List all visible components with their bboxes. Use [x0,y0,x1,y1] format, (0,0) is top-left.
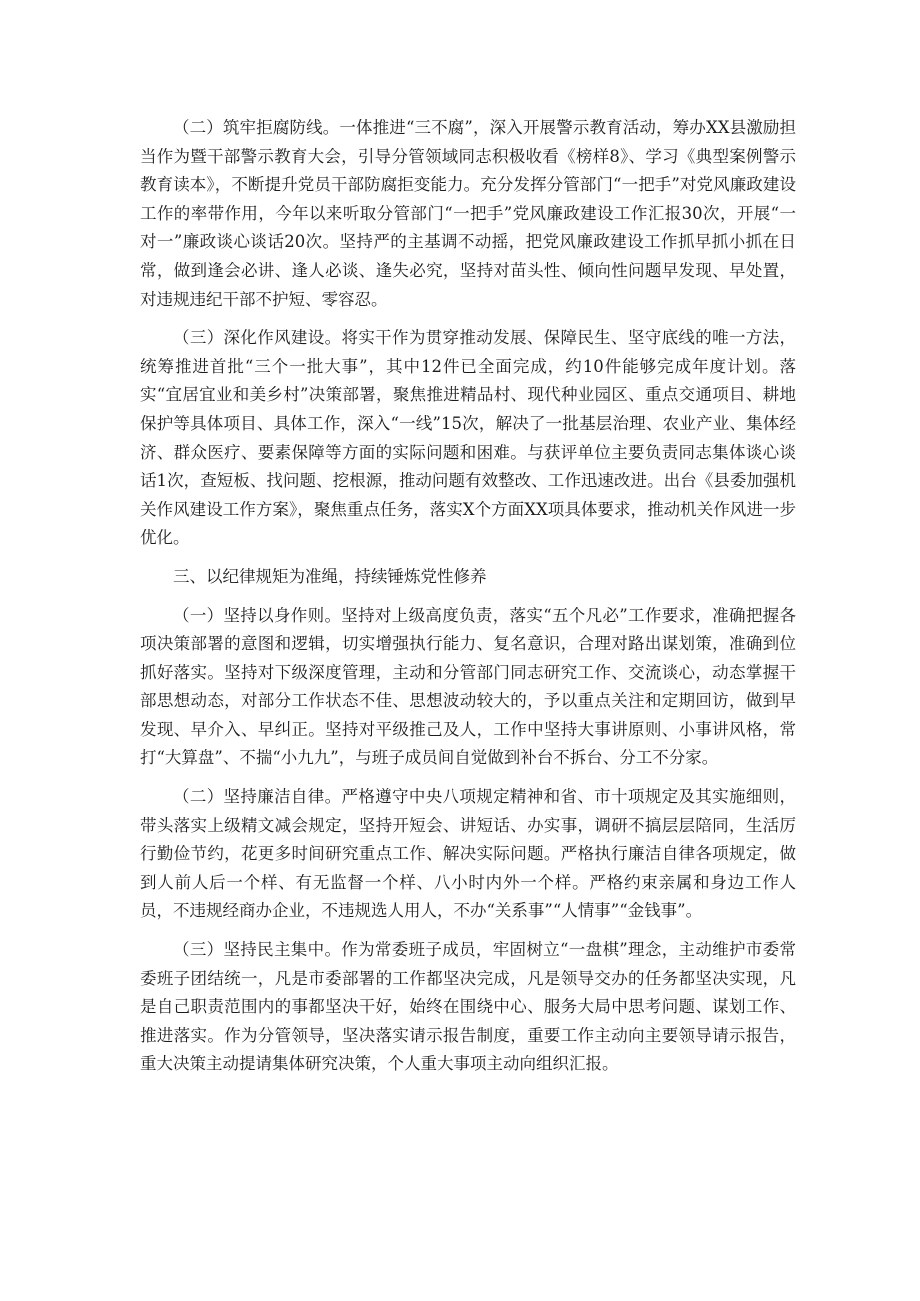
document-body [140,114,796,1089]
section-heading: 三、以纪律规矩为准绳，持续锤炼党性修养 [173,566,487,586]
paragraph-lead-by-example: （一）坚持以身作则。坚持对上级高度负责，落实“五个凡必”工作要求，准确把握各项决策部署的意图和逻辑，切实增强执行能力、复名意识，合理对路出谋划策，准确到位抓好落实。坚持对下级深度管理，主动和分管部门同志研究工作、交流谈心，动态掌握干部思想动态，对部分工作状态不佳、思想波动较大的，予以重点关注和定期回访，做到早发现、早介入、早纠正。坚持对平级推己及人，工作中坚持大事讲原则、小事讲风格，常打“大算盘”、不揣“小九九”，与班子成员间自觉做到补台不拆台、分工不分家。 [140,605,796,768]
paragraph-democratic-centralism: （三）坚持民主集中。作为常委班子成员，牢固树立“一盘棋”理念，主动维护市委常委班子团结统一，凡是市委部署的工作都坚决完成，凡是领导交办的任务都坚决实现，凡是自己职责范围内的事都坚决干好，始终在围绕中心、服务大局中思考问题、谋划工作、推进落实。作为分管领导，坚决落实请示报告制度，重要工作主动向主要领导请示报告，重大决策主动提请集体研究决策，个人重大事项主动向组织汇报。 [140,940,796,1074]
paragraph-integrity-self-discipline: （二）坚持廉洁自律。严格遵守中央八项规定精神和省、市十项规定及其实施细则，带头落实上级精文减会规定，坚持开短会、讲短话、办实事，调研不搞层层陪同，生活厉行勤俭节约，花更多时间研究重点工作、解决实际问题。严格执行廉洁自律各项规定，做到人前人后一个样、有无监督一个样、八小时内外一个样。严格约束亲属和身边工作人员，不违规经商办企业，不违规选人用人，不办“关系事”“人情事”“金钱事”。 [140,787,796,921]
paragraph-deepen-work-style: （三）深化作风建设。将实干作为贯穿推动发展、保障民生、坚守底线的唯一方法，统筹推进首批“三个一批大事”，其中12件已全面完成，约10件能够完成年度计划。落实“宜居宜业和美乡村”决策部署，聚焦推进精品村、现代种业园区、重点交通项目、耕地保护等具体项目、具体工作，深入“一线”15次，解决了一批基层治理、农业产业、集体经济、群众医疗、要素保障等方面的实际问题和困难。与获评单位主要负责同志集体谈心谈话1次，查短板、找问题、挖根源，推动问题有效整改、工作迅速改进。出台《县委加强机关作风建设工作方案》，聚焦重点任务，落实X个方面XX项具体要求，推动机关作风进一步优化。 [140,328,796,548]
paragraph-build-anti-corruption: （二）筑牢拒腐防线。一体推进“三不腐”，深入开展警示教育活动，筹办XX县激励担当作为暨干部警示教育大会，引导分管领域同志积极收看《榜样8》、学习《典型案例警示教育读本》，不断提升党员干部防腐拒变能力。充分发挥分管部门“一把手”对党风廉政建设工作的率带作用，今年以来听取分管部门“一把手”党风廉政建设工作汇报30次，开展“一对一”廉政谈心谈话20次。坚持严的主基调不动摇，把党风廉政建设工作抓早抓小抓在日常，做到逢会必讲、逢人必谈、逢失必究，坚持对苗头性、倾向性问题早发现、早处置，对违规违纪干部不护短、零容忍。 [140,118,796,309]
